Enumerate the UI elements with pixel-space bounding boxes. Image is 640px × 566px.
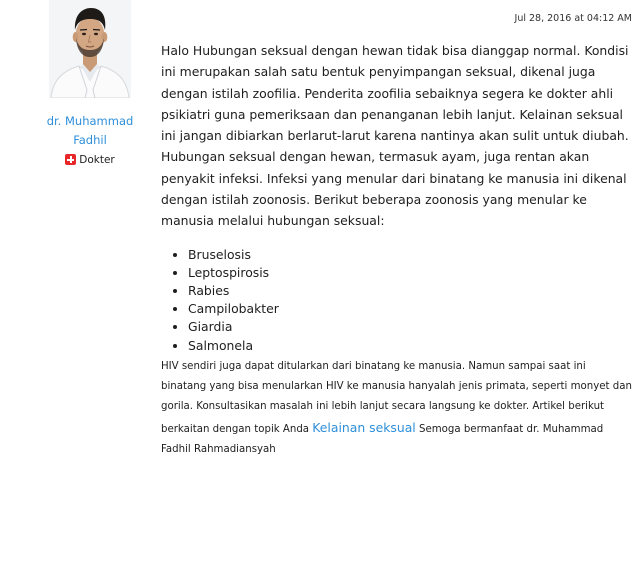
list-item: • Salmonela — [188, 337, 633, 355]
answer-content — [161, 40, 633, 460]
list-item: • Bruselosis — [188, 246, 633, 264]
zoonosis-list — [161, 246, 633, 355]
list-item: • Giardia — [188, 318, 633, 336]
related-article-link[interactable]: Kelainan seksual — [312, 419, 416, 435]
closing-text: HIV sendiri juga dapat ditularkan dari binatang ke manusia. Namun sampai saat ini binatang yang bisa menularkan HIV ke manusia hanyalah jenis primata, seperti monyet dan gorila. Konsultasikan masalah ini lebih lanjut secara langsung ke dokter. Artikel berikut berkaitan dengan topik Anda — [161, 360, 632, 435]
list-item: • Rabies — [188, 282, 633, 300]
answer-timestamp: Jul 28, 2016 at 04:12 AM — [514, 13, 632, 24]
medical-plus-icon — [65, 154, 76, 165]
list-item: • Leptospirosis — [188, 264, 633, 282]
role-label: Dokter — [79, 153, 115, 166]
answer-closing — [161, 357, 633, 460]
list-item: • Campilobakter — [188, 300, 633, 318]
role-badge — [65, 153, 114, 167]
author-name-link[interactable]: dr. Muhammad Fadhil — [46, 114, 134, 147]
closing-signature: Semoga bermanfaat dr. Muhammad Fadhil Rahmadiansyah — [161, 423, 604, 456]
author-column — [36, 0, 144, 169]
answer-paragraph: Halo Hubungan seksual dengan hewan tidak bisa dianggap normal. Kondisi ini merupakan salah satu bentuk penyimpangan seksual, dikenal juga dengan istilah zoofilia. Penderita zoofilia sebaiknya segera ke dokter ahli psikiatri guna pemeriksaan dan penanganan lebih lanjut. Kelainan seksual ini jangan dibiarkan berlarut-larut karena nantinya akan sulit untuk diubah. Hubungan seksual dengan hewan, termasuk ayam, juga rentan akan penyakit infeksi. Infeksi yang menular dari binatang ke manusia ini dikenal dengan istilah zoonosis. Berikut beberapa zoonosis yang menular ke manusia melalui hubungan seksual: — [161, 43, 629, 229]
doctor-avatar[interactable] — [49, 0, 131, 98]
